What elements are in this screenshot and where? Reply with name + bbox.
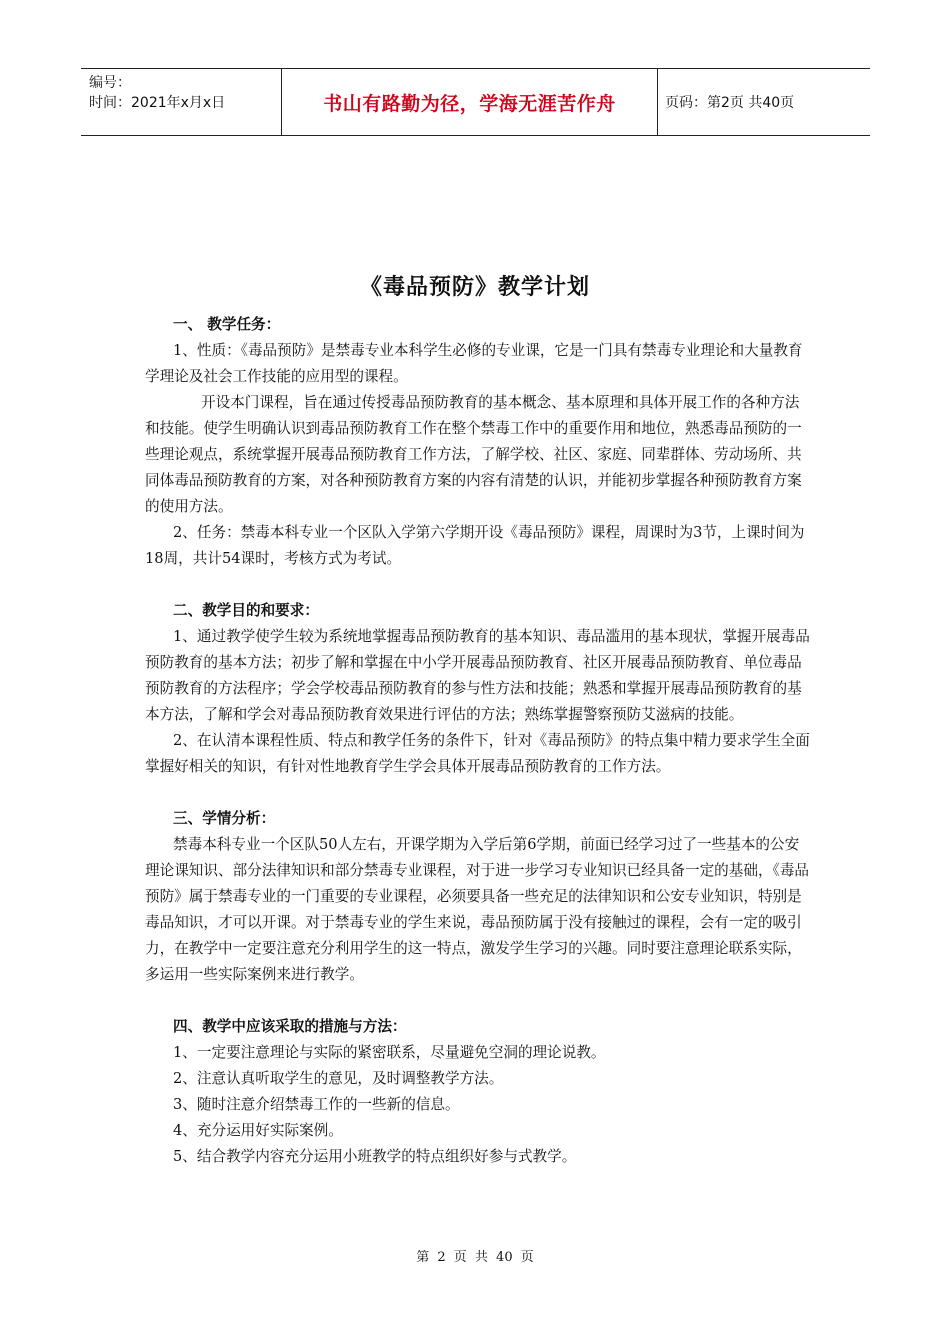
paragraph: 2、任务：禁毒本科专业一个区队入学第六学期开设《毒品预防》课程，周课时为3节，上课时间为18周，共计54课时，考核方式为考试。 — [145, 524, 805, 567]
section-heading-3: 三、学情分析： — [173, 810, 276, 827]
number-label: 编号： — [89, 75, 131, 91]
list-item: 2、注意认真听取学生的意见，及时调整教学方法。 — [173, 1070, 504, 1087]
page-header — [81, 68, 870, 136]
paragraph: 禁毒本科专业一个区队50人左右，开课学期为入学后第6学期，前面已经学习过了一些基本的公安理论课知识、部分法律知识和部分禁毒专业课程，对于进一步学习专业知识已经具备一定的基础，《毒品预防》属于禁毒专业的一门重要的专业课程，必须要具备一些充足的法律知识和公安专业知识，特别是毒品知识，才可以开课。对于禁毒专业的学生来说，毒品预防属于没有接触过的课程，会有一定的吸引力，在教学中一定要注意充分利用学生的这一特点，激发学生学习的兴趣。同时要注意理论联系实际，多运用一些实际案例来进行教学。 — [145, 836, 810, 983]
list-item: 1、一定要注意理论与实际的紧密联系，尽量避免空洞的理论说教。 — [173, 1044, 606, 1061]
paragraph: 1、通过教学使学生较为系统地掌握毒品预防教育的基本知识、毒品滥用的基本现状，掌握开展毒品预防教育的基本方法；初步了解和掌握在中小学开展毒品预防教育、社区开展毒品预防教育、单位毒品预防教育的方法程序；学会学校毒品预防教育的参与性方法和技能；熟悉和掌握开展毒品预防教育的基本方法，了解和学会对毒品预防教育效果进行评估的方法；熟练掌握警察预防艾滋病的技能。 — [145, 628, 810, 723]
document-body — [145, 312, 813, 1170]
header-meta — [81, 69, 282, 135]
list-item: 3、随时注意介绍禁毒工作的一些新的信息。 — [173, 1096, 460, 1113]
header-page-info: 页码：第2页 共40页 — [665, 95, 795, 111]
section-heading-2: 二、教学目的和要求： — [173, 602, 319, 619]
paragraph: 2、在认清本课程性质、特点和教学任务的条件下，针对《毒品预防》的特点集中精力要求学生全面掌握好相关的知识，有针对性地教育学生学会具体开展毒品预防教育的工作方法。 — [145, 732, 810, 775]
header-motto: 书山有路勤为径，学海无涯苦作舟 — [282, 69, 658, 135]
paragraph: 1、性质：《毒品预防》是禁毒专业本科学生必修的专业课，它是一门具有禁毒专业理论和大量教育学理论及社会工作技能的应用型的课程。 — [145, 342, 803, 385]
paragraph: 开设本门课程，旨在通过传授毒品预防教育的基本概念、基本原理和具体开展工作的各种方法和技能。使学生明确认识到毒品预防教育工作在整个禁毒工作中的重要作用和地位，熟悉毒品预防的一些理论观点，系统掌握开展毒品预防教育工作方法，了解学校、社区、家庭、同辈群体、劳动场所、共同体毒品预防教育的方案，对各种预防教育方案的内容有清楚的认识，并能初步掌握各种预防教育方案的使用方法。 — [145, 394, 802, 515]
page-footer: 第 2 页 共 40 页 — [416, 1250, 534, 1265]
section-heading-1: 一、 教学任务： — [173, 316, 281, 333]
section-heading-4: 四、教学中应该采取的措施与方法： — [173, 1018, 407, 1035]
list-item: 5、结合教学内容充分运用小班教学的特点组织好参与式教学。 — [173, 1148, 577, 1165]
list-item: 4、充分运用好实际案例。 — [173, 1122, 343, 1139]
document-title: 《毒品预防》教学计划 — [359, 275, 590, 300]
time-label: 时间：2021年x月x日 — [89, 95, 226, 111]
